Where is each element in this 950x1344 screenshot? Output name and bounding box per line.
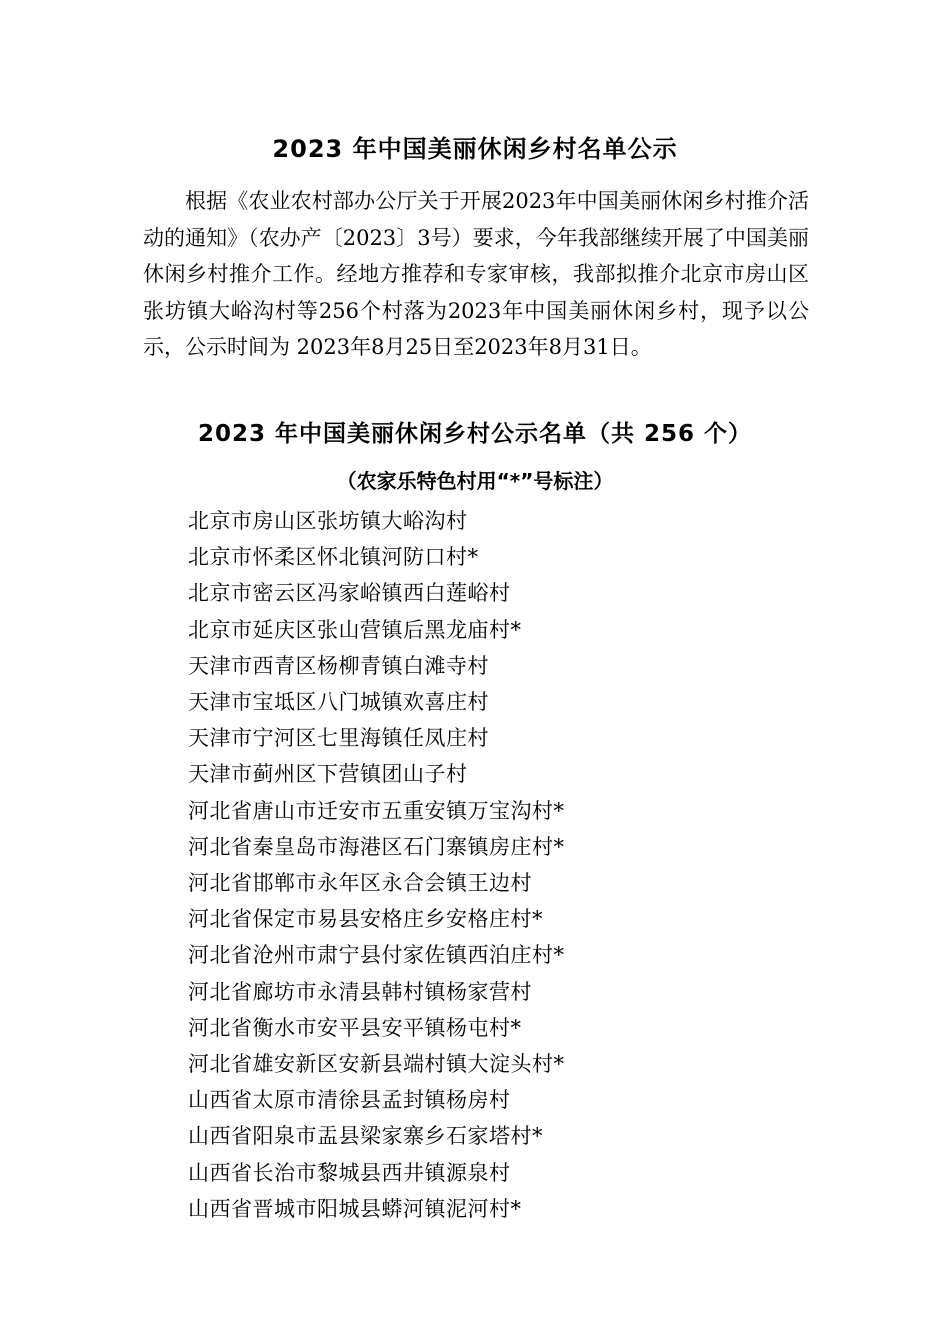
list-item: 北京市密云区冯家峪镇西白莲峪村 <box>188 581 511 606</box>
list-item: 北京市怀柔区怀北镇河防口村* <box>188 545 479 570</box>
list-item: 河北省邯郸市永年区永合会镇王边村 <box>188 871 532 896</box>
list-item: 天津市蓟州区下营镇团山子村 <box>188 762 468 787</box>
list-subtitle: （农家乐特色村用“*”号标注） <box>336 469 614 493</box>
list-item: 山西省长治市黎城县西井镇源泉村 <box>188 1160 511 1185</box>
document-title: 2023 年中国美丽休闲乡村名单公示 <box>272 135 678 163</box>
village-list <box>188 503 565 1227</box>
list-item: 北京市延庆区张山营镇后黑龙庙村* <box>188 617 522 642</box>
list-item: 山西省晋城市阳城县蟒河镇泥河村* <box>188 1196 522 1221</box>
list-item: 河北省唐山市迁安市五重安镇万宝沟村* <box>188 798 565 823</box>
list-item: 天津市宁河区七里海镇任凤庄村 <box>188 726 489 751</box>
list-item: 天津市西青区杨柳青镇白滩寺村 <box>188 653 489 678</box>
list-item: 河北省秦皇岛市海港区石门寨镇房庄村* <box>188 834 565 859</box>
list-item: 北京市房山区张坊镇大峪沟村 <box>188 509 468 533</box>
list-item: 河北省雄安新区安新县端村镇大淀头村* <box>188 1052 565 1077</box>
list-item: 河北省衡水市安平县安平镇杨屯村* <box>188 1015 522 1040</box>
list-item: 天津市宝坻区八门城镇欢喜庄村 <box>188 690 489 715</box>
list-item: 山西省太原市清徐县孟封镇杨房村 <box>188 1088 511 1113</box>
list-item: 河北省保定市易县安格庄乡安格庄村* <box>188 907 543 932</box>
list-item: 河北省沧州市肃宁县付家佐镇西泊庄村* <box>188 943 565 968</box>
list-item: 山西省阳泉市盂县梁家寨乡石家塔村* <box>188 1124 543 1149</box>
intro-paragraph: 根据《农业农村部办公厅关于开展2023年中国美丽休闲乡村推介活动的通知》（农办产〔2023〕3号）要求，今年我部继续开展了中国美丽休闲乡村推介工作。经地方推荐和专家审核，我部拟推介北京市房山区张坊镇大峪沟村等256个村落为2023年中国美丽休闲乡村，现予以公示，公示时间为 2023年8月25日至2023年8月31日。 <box>143 189 809 359</box>
list-item: 河北省廊坊市永清县韩村镇杨家营村 <box>188 979 532 1004</box>
list-title: 2023 年中国美丽休闲乡村公示名单（共 256 个） <box>197 421 753 447</box>
